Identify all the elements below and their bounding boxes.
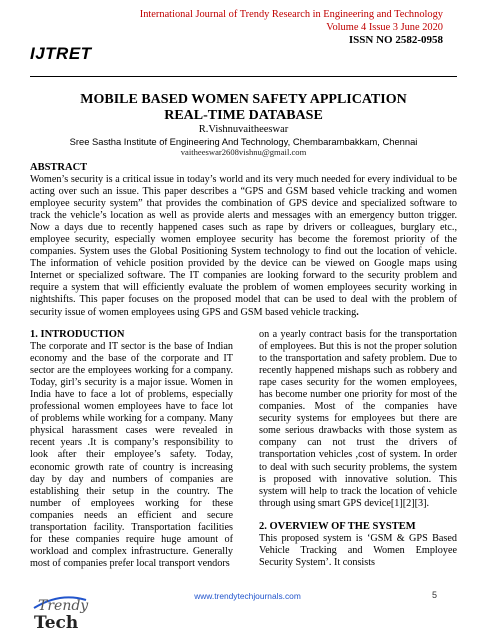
abstract-end-mark: . xyxy=(356,306,359,318)
left-column xyxy=(30,329,233,570)
title-line-1: MOBILE BASED WOMEN SAFETY APPLICATION xyxy=(80,92,407,107)
abstract-heading: ABSTRACT xyxy=(30,162,88,173)
intro-heading: 1. INTRODUCTION xyxy=(30,329,125,340)
header-divider xyxy=(30,76,457,77)
author-name: R.Vishnuvaitheeswar xyxy=(198,124,289,135)
right-column xyxy=(259,329,457,569)
journal-name: International Journal of Trendy Research in Engineering and Technology xyxy=(139,9,443,20)
section-gap xyxy=(259,510,457,521)
author-email[interactable]: vaitheeswar2608vishnu@gmail.com xyxy=(180,147,307,157)
ijtret-logo: IJTRET xyxy=(30,44,92,63)
intro-right-text: on a yearly contract basis for the transportation of employees. But this is not the proper solution to the transportation and safety problem. Due to recently happened mishaps such as robbery and rape cases security for the women employees, has become number one priority for most of the companies. Most of the companies have security systems for employees but there are some serious drawbacks with those system as company can not trust the drivers of transportation vehicles ,cost of system. In order to deal with such security problems, the system is proposed with innovative solution. This system will help to track the location of vehicle through using smart GPS device[1][2][3]. xyxy=(259,329,457,509)
footer-website-link[interactable]: www.trendytechjournals.com xyxy=(194,591,301,601)
logo-top-text: Trendy xyxy=(38,598,89,614)
paper-title xyxy=(30,92,457,124)
logo-bottom-text: Tech xyxy=(34,613,79,633)
page-number: 5 xyxy=(431,590,437,600)
abstract-body xyxy=(30,174,457,319)
overview-heading: 2. OVERVIEW OF THE SYSTEM xyxy=(259,520,416,532)
volume-issue: Volume 4 Issue 3 June 2020 xyxy=(326,22,443,33)
issn-number: ISSN NO 2582-0958 xyxy=(348,34,443,46)
abstract-text: Women’s security is a critical issue in today’s world and its very much needed for every individual to be acting over such an issue. This paper describes a “GPS and GSM based vehicle tracking and women employee security system” that provides the combination of GPS device and specialized software to track the vehicle’s location as well as provide alerts and messages with an emergency button trigger. Now a days due to recently happened cases such as rape by drivers or colleagues, burglary etc., employee security, especially women employee security has become the foremost priority of the companies. System uses the Global Positioning System technology to find out the location of vehicle. The information of vehicle position provided by the device can be viewed on Google maps using Internet or specialized software. The IT companies are looking forward to the security problem and require a system that will efficiently evaluate the problem of women employees security working in nightshifts. This paper focuses on the proposed model that can be used to deal with the problem of security issue of women employees using GPS and GSM based vehicle tracking xyxy=(30,174,457,318)
author-affiliation: Sree Sastha Institute of Engineering And Technology, Chembarambakkam, Chennai xyxy=(69,136,418,147)
journal-header xyxy=(140,8,443,47)
title-line-2: REAL-TIME DATABASE xyxy=(164,108,323,123)
intro-left-text: The corporate and IT sector is the base of Indian economy and the base of the corporate and IT sector are the employees working for a company. Today, girl’s security is a major issue. Women in India have to face a lot of problems, especially professional women employees have to face lot of problems while working for a company. Many physical harassment cases were revealed in recent years .It is company’s responsibility to look after their employee’s safety. Today, economic growth rate of country is increasing day by day and numbers of companies are establishing their setup in the country. The number of employees working for these companies needs an efficient and secure transportation facility. Transportation facilities for these companies require huge amount of workload and complex infrastructure. Generally most of companies prefer local transport vendors xyxy=(30,341,233,569)
overview-text: This proposed system is ‘GSM & GPS Based Vehicle Tracking and Women Employee Security System’. It consists xyxy=(259,532,457,568)
